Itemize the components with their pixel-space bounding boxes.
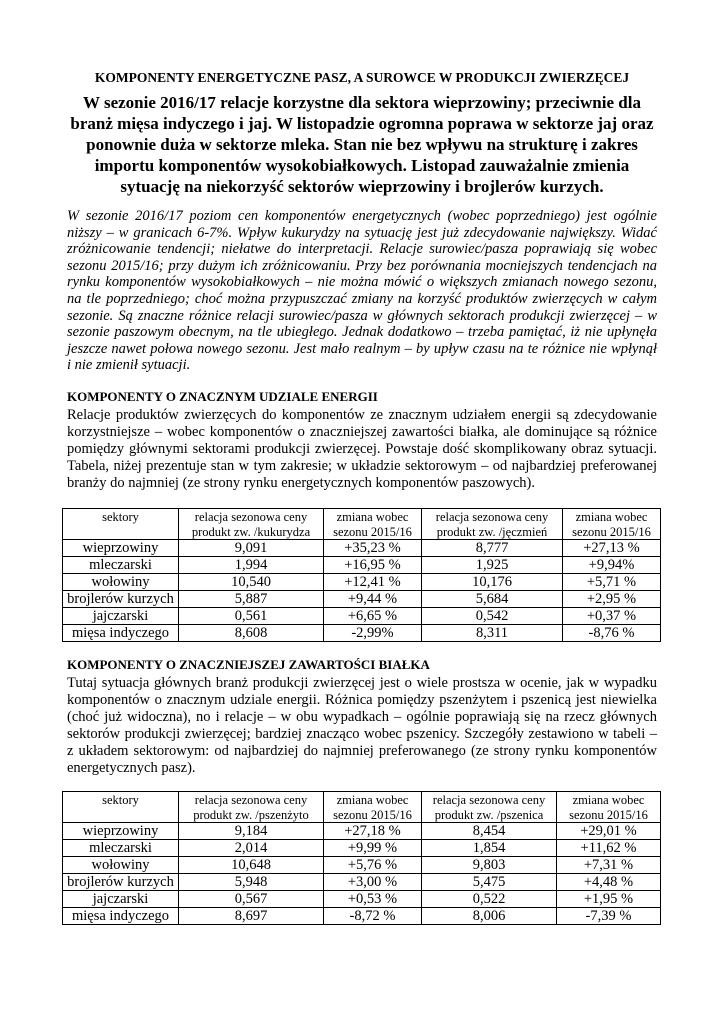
intro-line: i nie zmienił sytuacji.: [67, 357, 191, 374]
value-cell: +27,18 %: [324, 823, 422, 840]
value-cell: +35,23 %: [324, 540, 422, 557]
table-row: [63, 591, 661, 608]
paragraph-line: Relacje produktów zwierzęcych do komponentów ze znacznym udziałem energii są zdecydowanie: [67, 406, 657, 423]
column-header-line: zmiana wobec: [336, 510, 409, 524]
value-cell: +16,95 %: [324, 557, 422, 574]
value-cell: 1,854: [422, 840, 557, 857]
column-header: [179, 792, 324, 823]
column-header-line: relacja sezonowa ceny: [194, 793, 308, 807]
value-cell: +7,31 %: [557, 857, 661, 874]
value-cell: 1,994: [179, 557, 324, 574]
value-cell: +11,62 %: [557, 840, 661, 857]
value-cell: +4,48 %: [557, 874, 661, 891]
column-header: [63, 509, 179, 540]
column-header: [422, 792, 557, 823]
sector-name-cell: mleczarski: [63, 840, 179, 857]
value-cell: +5,76 %: [324, 857, 422, 874]
paragraph-line: komponentów o znacznym udziale energii. Różnica pomiędzy pszenżytem i pszenicą jest niewielka: [67, 691, 657, 708]
table-row: [63, 625, 661, 642]
sector-name-cell: brojlerów kurzych: [63, 874, 179, 891]
value-cell: 0,522: [422, 891, 557, 908]
sector-name-cell: mleczarski: [63, 557, 179, 574]
value-cell: 2,014: [179, 840, 324, 857]
sector-name-cell: wieprzowiny: [63, 540, 179, 557]
sector-name-cell: brojlerów kurzych: [63, 591, 179, 608]
column-header-line: produkt zw. /kukurydza: [191, 524, 311, 539]
intro-line: na tle poprzedniego; choć można przypuszczać zmiany na korzyść produktów zwierzęcych w całym: [67, 290, 657, 307]
value-cell: 9,184: [179, 823, 324, 840]
intro-line: zróżnicowanie tendencji; niełatwe do interpretacji. Relacje surowiec/pasza poprawiają się wobec: [67, 241, 657, 258]
paragraph-line: Tabela, niżej prezentuje stan w tym zakresie; w układzie sektorowym – od najbardziej preferowanej: [67, 457, 657, 474]
value-cell: 8,608: [179, 625, 324, 642]
value-cell: -8,72 %: [324, 908, 422, 925]
column-header-line: produkt zw. /pszenica: [434, 807, 544, 822]
column-header-line: relacja sezonowa ceny: [432, 793, 546, 807]
summary-block: [40, 92, 684, 197]
paragraph-line: pomiędzy głównymi sektorami produkcji zwierzęcej. Powstaje dość skomplikowany obraz sytuacji.: [67, 440, 657, 457]
paragraph-line: Tutaj sytuacja głównych branż produkcji zwierzęcej jest o wiele prostsza w ocenie, jak w wypadku: [67, 674, 657, 691]
sector-name-cell: wołowiny: [63, 857, 179, 874]
column-header-line: sektory: [102, 510, 139, 524]
table-header-row: [63, 792, 661, 823]
sector-name-cell: wieprzowiny: [63, 823, 179, 840]
value-cell: 10,648: [179, 857, 324, 874]
column-header: [324, 509, 422, 540]
table-row: [63, 557, 661, 574]
intro-line: sezonu 2015/16; przy dużym ich zróżnicowaniu. Przy bez porównania mocniejszych tendencjach na: [67, 257, 657, 274]
value-cell: +29,01 %: [557, 823, 661, 840]
table-row: [63, 574, 661, 591]
value-cell: -2,99%: [324, 625, 422, 642]
value-cell: +0,53 %: [324, 891, 422, 908]
table-row: [63, 874, 661, 891]
value-cell: 0,542: [422, 608, 563, 625]
summary-line: W sezonie 2016/17 relacje korzystne dla sektora wieprzowiny; przeciwnie dla: [83, 93, 641, 112]
value-cell: 10,176: [422, 574, 563, 591]
column-header-line: sezonu 2015/16: [333, 807, 412, 822]
column-header-line: zmiana wobec: [572, 793, 645, 807]
column-header-line: produkt zw. /jęczmień: [436, 524, 548, 539]
value-cell: 10,540: [179, 574, 324, 591]
section-paragraph-protein: [67, 675, 657, 777]
value-cell: 5,684: [422, 591, 563, 608]
column-header-line: relacja sezonowa ceny: [435, 510, 549, 524]
value-cell: 5,948: [179, 874, 324, 891]
value-cell: +12,41 %: [324, 574, 422, 591]
sector-name-cell: wołowiny: [63, 574, 179, 591]
column-header-line: relacja sezonowa ceny: [194, 510, 308, 524]
intro-line: rynku komponentów wysokobiałkowych – nie można mówić o większych zmianach nowego sezonu,: [67, 274, 657, 291]
protein-components-table: [62, 791, 661, 925]
value-cell: 9,803: [422, 857, 557, 874]
intro-line: sezonie. Są znaczne różnice relacji surowiec/pasza w głównych sektorach produkcji zwierzęcej – w: [67, 307, 657, 324]
table-row: [63, 908, 661, 925]
sector-name-cell: mięsa indyczego: [63, 908, 179, 925]
energy-components-table: [62, 508, 661, 642]
table-row: [63, 608, 661, 625]
intro-line: jeszcze nawet połowa nowego sezonu. Jest mało realnym – by upływ czasu na te różnice nie wpłynął: [67, 340, 657, 357]
column-header-line: sektory: [102, 793, 139, 807]
table-row: [63, 891, 661, 908]
value-cell: 8,006: [422, 908, 557, 925]
sector-name-cell: jajczarski: [63, 608, 179, 625]
value-cell: 5,475: [422, 874, 557, 891]
section-title-protein: KOMPONENTY O ZNACZNIEJSZEJ ZAWARTOŚCI BIAŁKA: [67, 657, 430, 672]
paragraph-line: (choć już widoczna), no i relacje – w obu wypadkach – ogólnie poprawiają się na rzecz głównych: [67, 708, 657, 725]
table-row: [63, 823, 661, 840]
sector-name-cell: mięsa indyczego: [63, 625, 179, 642]
intro-paragraph: [67, 208, 657, 374]
column-header-line: sezonu 2015/16: [572, 524, 651, 539]
value-cell: +6,65 %: [324, 608, 422, 625]
value-cell: -8,76 %: [563, 625, 661, 642]
value-cell: 8,777: [422, 540, 563, 557]
table-head: [63, 792, 661, 823]
column-header: [422, 509, 563, 540]
sector-name-cell: jajczarski: [63, 891, 179, 908]
paragraph-line: sektorów produkcji zwierzęcej; bardziej znacząco wobec pszenicy. Szczegóły zestawiono w tabeli –: [67, 725, 657, 742]
column-header-line: zmiana wobec: [575, 510, 648, 524]
value-cell: +9,44 %: [324, 591, 422, 608]
document-heading: KOMPONENTY ENERGETYCZNE PASZ, A SUROWCE W PRODUKCJI ZWIERZĘCEJ: [94, 70, 630, 85]
value-cell: 8,311: [422, 625, 563, 642]
section-title-energy: KOMPONENTY O ZNACZNYM UDZIALE ENERGII: [67, 389, 378, 404]
table-body: [63, 540, 661, 642]
column-header: [563, 509, 661, 540]
paragraph-line: z układem sektorowym: od najbardziej do najmniej preferowanego (ze strony rynku komponentów: [67, 742, 657, 759]
summary-line: sytuację na niekorzyść sektorów wieprzowiny i brojlerów kurzych.: [120, 177, 604, 196]
value-cell: 9,091: [179, 540, 324, 557]
column-header-line: zmiana wobec: [336, 793, 409, 807]
value-cell: 0,561: [179, 608, 324, 625]
value-cell: +1,95 %: [557, 891, 661, 908]
summary-line: ponownie duża w sektorze mleka. Stan nie bez wpływu na strukturę i zakres: [86, 135, 638, 154]
column-header: [179, 509, 324, 540]
column-header-line: sezonu 2015/16: [333, 524, 412, 539]
value-cell: +5,71 %: [563, 574, 661, 591]
intro-line: W sezonie 2016/17 poziom cen komponentów energetycznych (wobec poprzedniego) jest ogólnie: [67, 208, 657, 224]
paragraph-line: korzystniejsze – wobec komponentów o znaczniejszej zawartości białka, ale dominujące są różnice: [67, 423, 657, 440]
value-cell: -7,39 %: [557, 908, 661, 925]
table-header-row: [63, 509, 661, 540]
value-cell: 1,925: [422, 557, 563, 574]
table-head: [63, 509, 661, 540]
paragraph-line: branży do najmniej (ze strony rynku energetycznych komponentów paszowych).: [67, 474, 536, 491]
value-cell: 0,567: [179, 891, 324, 908]
value-cell: 5,887: [179, 591, 324, 608]
value-cell: 8,454: [422, 823, 557, 840]
paragraph-line: energetycznych pasz).: [67, 759, 196, 776]
column-header: [63, 792, 179, 823]
intro-line: sezonie paszowym obecnym, na tle ubiegłego. Jednak dodatkowo – trzeba pamiętać, iż nie upłynęła: [67, 324, 657, 341]
value-cell: +0,37 %: [563, 608, 661, 625]
value-cell: +9,99 %: [324, 840, 422, 857]
column-header: [557, 792, 661, 823]
value-cell: +27,13 %: [563, 540, 661, 557]
table-body: [63, 823, 661, 925]
summary-line: branż mięsa indyczego i jaj. W listopadzie ogromna poprawa w sektorze jaj oraz: [70, 114, 654, 133]
summary-line: importu komponentów wysokobiałkowych. Listopad zauważalnie zmienia: [94, 156, 630, 175]
intro-line: niższy – w granicach 6-7%. Wpływ kukurydzy na sytuację jest już zdecydowanie największy. Widać: [67, 224, 657, 241]
column-header-line: produkt zw. /pszenżyto: [193, 807, 309, 822]
value-cell: +3,00 %: [324, 874, 422, 891]
value-cell: +9,94%: [563, 557, 661, 574]
table-row: [63, 840, 661, 857]
table-row: [63, 857, 661, 874]
value-cell: 8,697: [179, 908, 324, 925]
table-row: [63, 540, 661, 557]
column-header-line: sezonu 2015/16: [569, 807, 648, 822]
section-paragraph-energy: [67, 407, 657, 492]
column-header: [324, 792, 422, 823]
value-cell: +2,95 %: [563, 591, 661, 608]
